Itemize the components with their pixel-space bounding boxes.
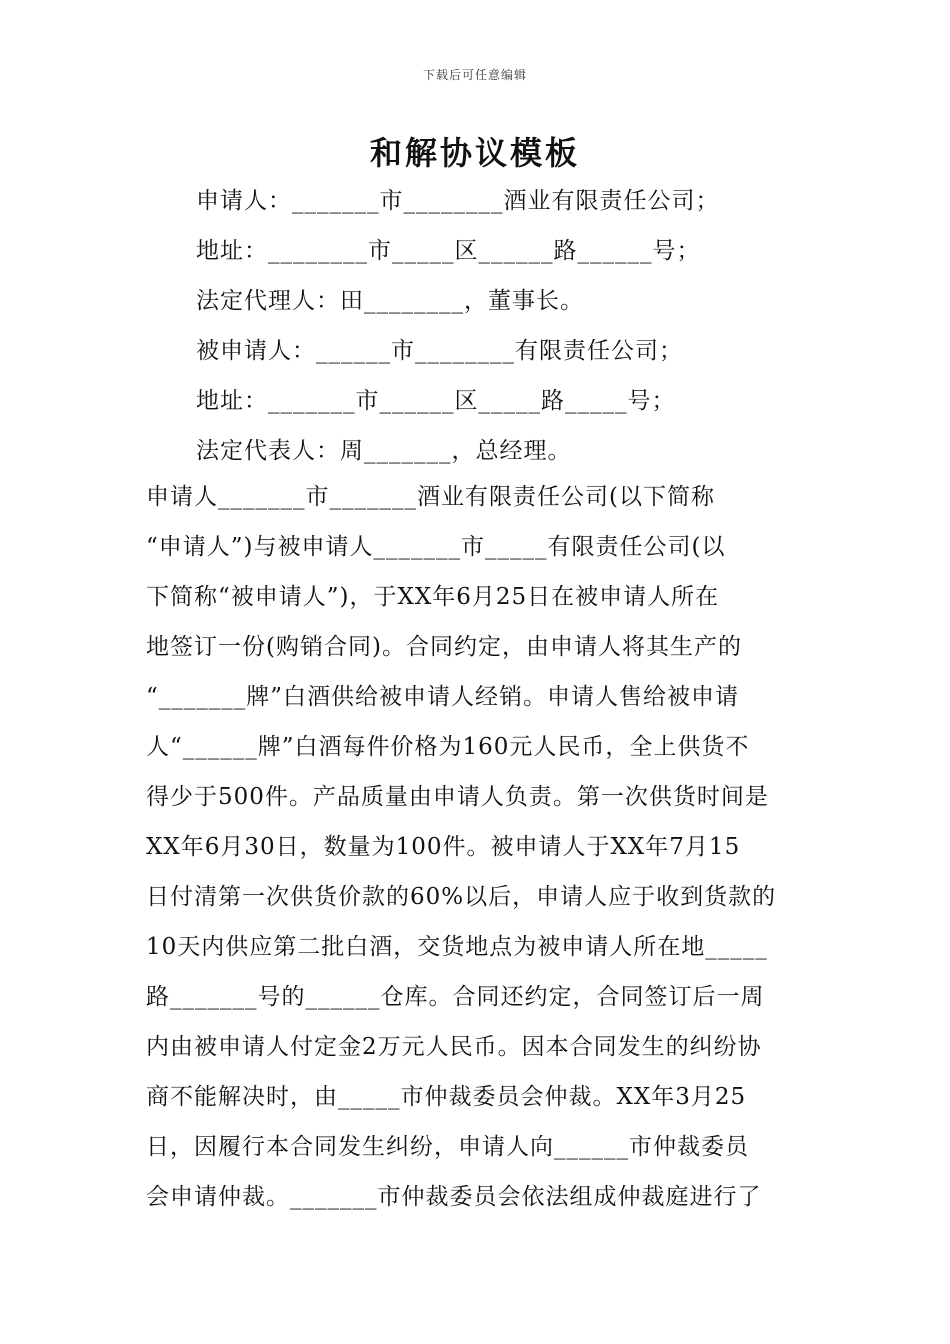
body-line: “_______牌”白酒供给被申请人经销。申请人售给被申请 [146,684,740,710]
body-line: 得少于500件。产品质量由申请人负责。第一次供货时间是 [146,784,769,810]
body-line: 内由被申请人付定金2万元人民币。因本合同发生的纠纷协 [146,1034,762,1060]
body-line: 日付清第一次供货价款的60%以后，申请人应于收到货款的 [146,884,777,910]
applicant-address-line: 地址：________市_____区______路______号； [196,238,701,264]
body-line: 日，因履行本合同发生纠纷，申请人向______市仲裁委员 [146,1134,749,1160]
respondent-line: 被申请人：______市________有限责任公司； [196,338,683,364]
agreement-body-paragraph [146,472,808,1222]
applicant-legal-representative-line: 法定代理人：田________，董事长。 [196,288,584,314]
body-line: 申请人_______市_______酒业有限责任公司(以下简称 [146,484,715,510]
body-line: 路_______号的______仓库。合同还约定，合同签订后一周 [146,984,765,1010]
respondent-legal-representative-line: 法定代表人：周_______，总经理。 [196,438,572,464]
body-line: 10天内供应第二批白酒，交货地点为被申请人所在地_____ [146,934,768,960]
body-line: 下简称“被申请人”)，于XX年6月25日在被申请人所在 [146,584,720,610]
header-note: 下载后可任意编辑 [422,68,527,82]
body-line: 会申请仲裁。_______市仲裁委员会依法组成仲裁庭进行了 [146,1184,762,1210]
body-line: 人“______牌”白酒每件价格为160元人民币，全上供货不 [146,734,750,760]
document-title: 和解协议模板 [369,134,580,172]
body-line: 地签订一份(购销合同)。合同约定，由申请人将其生产的 [146,634,742,660]
applicant-line: 申请人：_______市________酒业有限责任公司； [196,188,720,214]
party-info-block [196,176,816,476]
body-line: 商不能解决时，由_____市仲裁委员会仲裁。XX年3月25 [146,1084,747,1110]
body-line: XX年6月30日，数量为100件。被申请人于XX年7月15 [146,834,741,860]
respondent-address-line: 地址：_______市______区_____路_____号； [196,388,676,414]
body-line: “申请人”)与被申请人_______市_____有限责任公司(以 [146,534,726,560]
